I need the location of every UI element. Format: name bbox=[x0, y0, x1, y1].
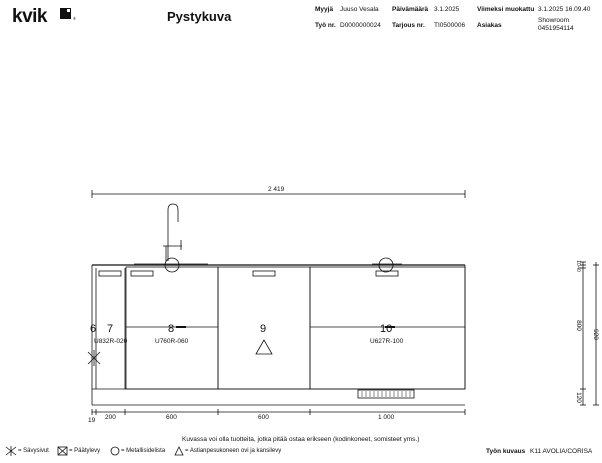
legend-savysivut: = Sävysivut bbox=[18, 448, 49, 454]
myyja-value: Juuso Vesala bbox=[340, 6, 379, 13]
myyja-label: Myyjä bbox=[315, 6, 334, 13]
cabinet-number-10: 10 bbox=[380, 323, 393, 335]
cabinet-number-9: 9 bbox=[260, 323, 267, 335]
tyo-label: Työ nr. bbox=[315, 22, 336, 29]
kvik-logo: kvik bbox=[12, 6, 47, 27]
paivamaara-label: Päivämäärä bbox=[392, 6, 429, 13]
right-dim-120: 120 bbox=[574, 392, 582, 403]
asiakas-label: Asiakas bbox=[477, 22, 502, 29]
legend-metallisidelista: = Metallisidelista bbox=[121, 448, 166, 454]
cabinet-number-7: 7 bbox=[107, 323, 114, 335]
triangle-icon bbox=[175, 447, 183, 455]
work-desc-value: K11 AVOLIA/CORISA bbox=[530, 448, 593, 455]
right-dim-920: 920 bbox=[591, 329, 599, 340]
paivamaara-value: 3.1.2025 bbox=[434, 6, 460, 13]
work-desc-label: Työn kuvaus bbox=[486, 448, 526, 455]
footer-note: Kuvassa voi olla tuotteita, jotka pitää ostaa erikseen (kodinkoneet, somisteet yms.) bbox=[182, 436, 420, 443]
faucet bbox=[168, 204, 178, 261]
asiakas-line1: Showroom bbox=[538, 17, 570, 24]
asiakas-line2: 0451954114 bbox=[538, 25, 574, 32]
dishwasher-triangle bbox=[256, 340, 272, 354]
page-title: Pystykuva bbox=[167, 9, 232, 24]
bottom-dim-1000: 1 000 bbox=[378, 414, 395, 421]
bottom-dim-600-a: 600 bbox=[166, 414, 177, 421]
cabinet-code-8: U760R-060 bbox=[155, 338, 189, 345]
handle-8 bbox=[131, 271, 153, 276]
handle-9 bbox=[253, 271, 275, 276]
muokattu-value: 3.1.2025 16.09.40 bbox=[538, 6, 591, 13]
cabinet-number-8: 8 bbox=[168, 323, 175, 335]
cabinet-number-6: 6 bbox=[90, 323, 97, 335]
handle-7 bbox=[99, 271, 121, 276]
right-dim-40: 40 bbox=[574, 266, 581, 272]
tyo-value: D0000000024 bbox=[340, 22, 381, 29]
legend-astianpesukone: = Astianpesukoneen ovi ja kansilevy bbox=[185, 448, 282, 454]
registered-mark: ® bbox=[73, 16, 76, 21]
legend-paatylevy: = Päätylevy bbox=[69, 448, 101, 454]
total-width-dim: 2 419 bbox=[268, 186, 285, 193]
right-dim-10: 10 bbox=[574, 260, 581, 266]
tarjous-value: TI0500006 bbox=[434, 22, 466, 29]
cabinet-code-10: U627R-100 bbox=[370, 338, 404, 345]
right-dim-800: 800 bbox=[574, 320, 582, 331]
circle-icon bbox=[111, 447, 119, 455]
bottom-dim-600-b: 600 bbox=[258, 414, 269, 421]
tarjous-label: Tarjous nr. bbox=[392, 22, 425, 29]
bottom-dim-200: 200 bbox=[105, 414, 116, 421]
muokattu-label: Viimeksi muokattu bbox=[477, 6, 535, 13]
cabinet-code-7: U832R-020 bbox=[94, 338, 128, 345]
bottom-dim-19: 19 bbox=[88, 417, 96, 424]
